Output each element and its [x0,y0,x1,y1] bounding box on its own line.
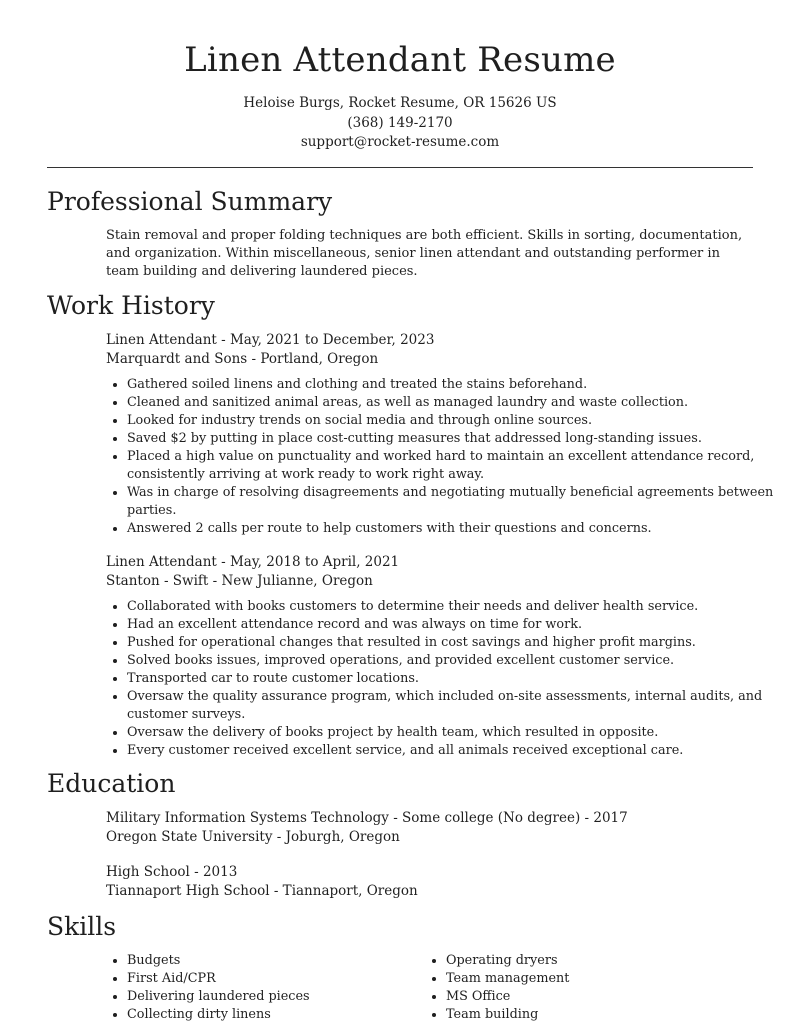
list-item: • Looked for industry trends on social media and through online sources. [127,412,777,430]
contact-block [0,94,800,153]
list-item: • Gathered soiled linens and clothing and treated the stains beforehand. [127,376,777,394]
job-bullets [106,598,777,760]
skill-item: • Team building [446,1006,746,1024]
list-item: • Every customer received excellent service, and all animals received exceptional care. [127,742,777,760]
job-org-line: Marquardt and Sons - Portland, Oregon [106,351,379,367]
contact-email: support@rocket-resume.com [300,134,500,150]
skills-list-left [106,952,427,1024]
resume-title: Linen Attendant Resume [184,40,616,80]
skills-list-right [425,952,746,1024]
list-item: • Transported car to route customer locations. [127,670,777,688]
education-degree-line: High School - 2013 [106,864,238,880]
list-item: • Solved books issues, improved operations, and provided excellent customer service. [127,652,777,670]
section-heading-skills: Skills [47,912,117,941]
list-item: • Had an excellent attendance record and was always on time for work. [127,616,777,634]
job-header [106,553,399,591]
list-item: • Answered 2 calls per route to help customers with their questions and concerns. [127,520,777,538]
list-item: • Saved $2 by putting in place cost-cutting measures that addressed long-standing issues. [127,430,777,448]
education-entry [106,863,418,901]
list-item: • Pushed for operational changes that resulted in cost savings and higher profit margins. [127,634,777,652]
list-item: • Oversaw the delivery of books project by health team, which resulted in opposite. [127,724,777,742]
education-school-line: Tiannaport High School - Tiannaport, Oregon [106,883,418,899]
job-header [106,331,434,369]
education-school-line: Oregon State University - Joburgh, Oregon [106,829,400,845]
list-item: • Collaborated with books customers to determine their needs and deliver health service. [127,598,777,616]
contact-phone: (368) 149-2170 [347,114,453,131]
skill-item: • Budgets [127,952,427,970]
skill-item: • Operating dryers [446,952,746,970]
list-item: • Was in charge of resolving disagreements and negotiating mutually beneficial agreements between parties. [127,484,777,520]
skill-item: • Delivering laundered pieces [127,988,427,1006]
job-org-line: Stanton - Swift - New Julianne, Oregon [106,573,373,589]
skill-item: • Collecting dirty linens [127,1006,427,1024]
section-heading-education: Education [47,769,176,798]
education-degree-line: Military Information Systems Technology - Some college (No degree) - 2017 [106,810,628,826]
skill-item: • First Aid/CPR [127,970,427,988]
contact-address: Heloise Burgs, Rocket Resume, OR 15626 US [243,95,557,111]
job-title-line: Linen Attendant - May, 2018 to April, 2021 [106,554,400,570]
list-item: • Oversaw the quality assurance program, which included on-site assessments, internal audits, and customer surveys. [127,688,777,724]
summary-text: Stain removal and proper folding techniques are both efficient. Skills in sorting, documentation, and organization. Within miscellaneous, senior linen attendant and outstanding performer in team building and delivering laundered pieces. [106,228,743,279]
header-divider [47,167,753,168]
skill-item: • MS Office [446,988,746,1006]
section-heading-work: Work History [47,291,215,320]
job-title-line: Linen Attendant - May, 2021 to December, 2023 [106,332,435,348]
job-bullets [106,376,777,538]
education-entry [106,809,628,847]
list-item: • Placed a high value on punctuality and worked hard to maintain an excellent attendance record, consistently arriving at work ready to work right away. [127,448,777,484]
section-heading-summary: Professional Summary [47,187,333,216]
skill-item: • Team management [446,970,746,988]
list-item: • Cleaned and sanitized animal areas, as well as managed laundry and waste collection. [127,394,777,412]
